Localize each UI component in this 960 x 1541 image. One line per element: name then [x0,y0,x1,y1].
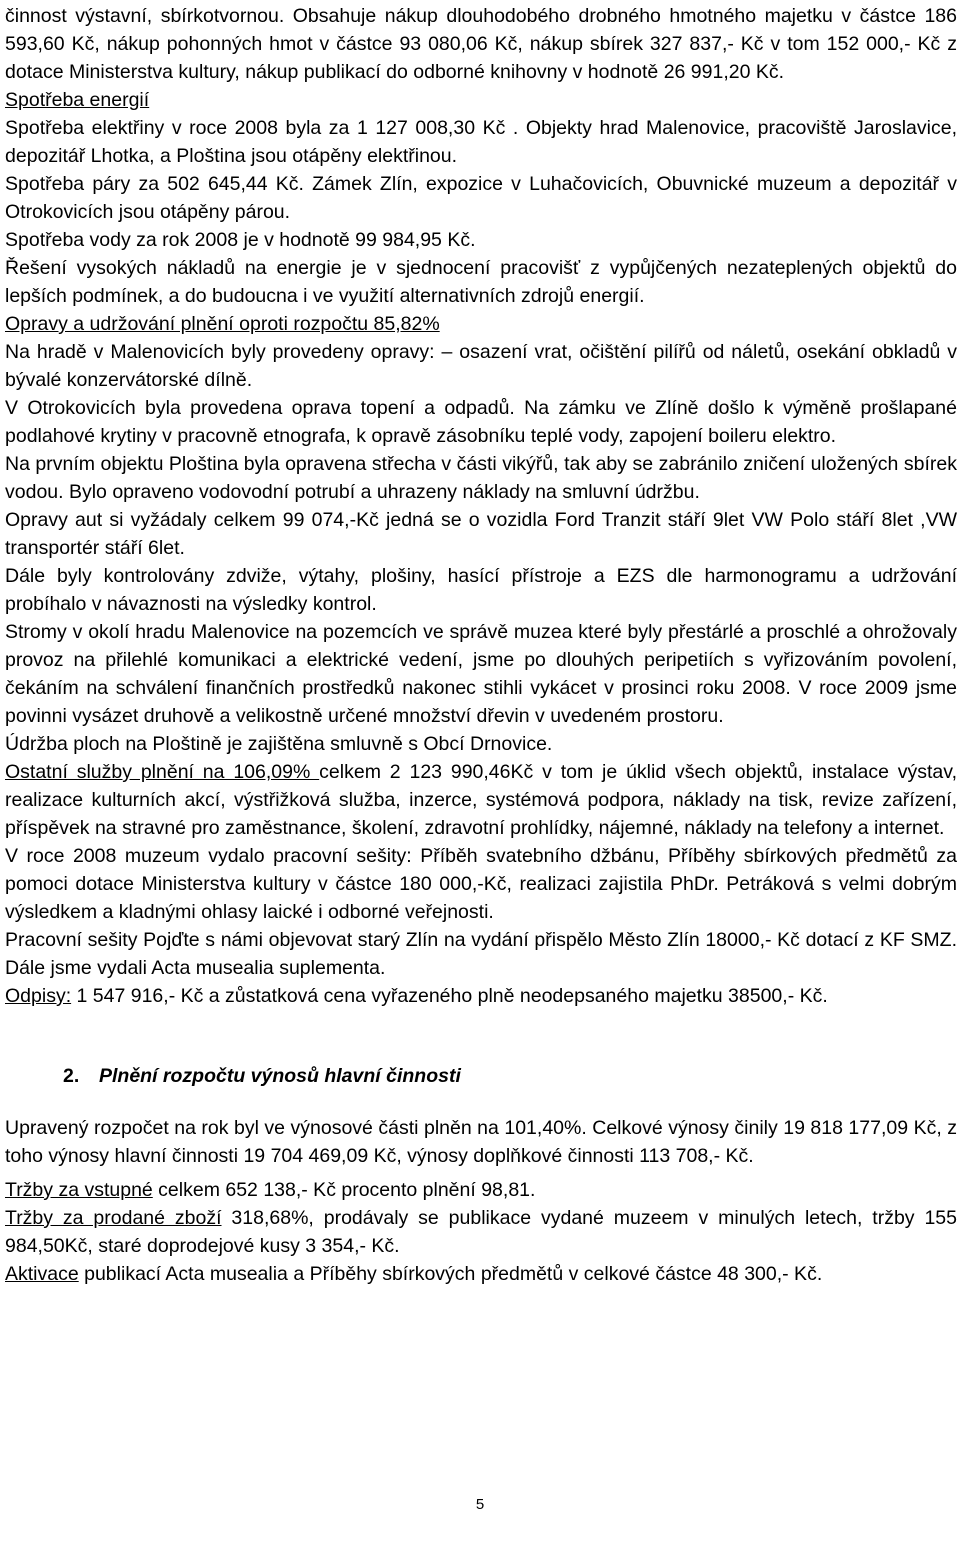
energy-heading: Spotřeba energií [5,89,150,111]
section-heading [5,1062,957,1090]
paragraph-water: Spotřeba vody za rok 2008 je v hodnotě 99 984,95 Kč. [5,229,476,251]
paragraph-energy-solution: Řešení vysokých nákladů na energie je v sjednocení pracovišť z vypůjčených nezateplených objektů do lepších podmínek, a do budoucna i ve využití alternativních zdrojů energií. [5,257,957,307]
activation-label: Aktivace [5,1263,79,1285]
paragraph-workbooks-zlin: Pracovní sešity Pojďte s námi objevovat starý Zlín na vydání přispělo Město Zlín 18000,- Kč dotací z KF SMZ. Dále jsme vydali Acta musealia suplementa. [5,929,957,979]
paragraph-otrokovice-repairs: V Otrokovicích byla provedena oprava topení a odpadů. Na zámku ve Zlíně došlo k výměně prošlapané podlahové krytiny v pracovně etnografa, k opravě zásobníku teplé vody, zapojení boileru elektro. [5,397,957,447]
paragraph-car-repairs: Opravy aut si vyžádaly celkem 99 074,-Kč jedná se o vozidla Ford Tranzit stáří 9let VW Polo stáří 8let ,VW transportér stáří 6let. [5,509,957,559]
depreciation-text: 1 547 916,- Kč a zůstatková cena vyřazeného plně neodepsaného majetku 38500,- Kč. [71,985,828,1007]
admission-text: celkem 652 138,- Kč procento plnění 98,81. [152,1179,536,1201]
paragraph-steam: Spotřeba páry za 502 645,44 Kč. Zámek Zlín, expozice v Luhačovicích, Obuvnické muzeum a depozitář v Otrokovicích jsou otápěny párou. [5,173,957,223]
paragraph-trees: Stromy v okolí hradu Malenovice na pozemcích ve správě muzea které byly přestárlé a proschlé a ohrožovaly provoz na přilehlé komunikaci a elektrické vedení, jsme po dlouhých peripetiích s vyřizováním povolení, čekáním na schválení finančních prostředků nakonec stihli vykácet v prosinci roku 2008. V roce 2009 jsme povinni vysázet druhově a velikostně určené množství dřevin v uvedeném prostoru. [5,621,957,727]
admission-label: Tržby za vstupné [5,1179,153,1201]
paragraph-electricity: Spotřeba elektřiny v roce 2008 byla za 1 127 008,30 Kč . Objekty hrad Malenovice, pracoviště Jaroslavice, depozitář Lhotka, a Ploština jsou otápěny elektřinou. [5,117,957,167]
page-number: 5 [475,1496,485,1513]
document-page [5,0,957,1288]
paragraph-goods-sales [5,1204,957,1260]
repairs-heading: Opravy a udržování plnění oproti rozpočtu 85,82% [5,313,440,335]
goods-sales-label: Tržby za prodané zboží [5,1207,222,1229]
paragraph-workbooks: V roce 2008 muzeum vydalo pracovní sešity: Příběh svatebního džbánu, Příběhy sbírkových předmětů za pomoci dotace Ministerstva kultury v částce 180 000,-Kč, realizaci zajistila PhDr. Petráková s velmi dobrým výsledkem a kladnými ohlasy laické i odborné veřejnosti. [5,845,957,923]
section-number: 2. [63,1065,80,1087]
paragraph-malenovice-repairs: Na hradě v Malenovicích byly provedeny opravy: – osazení vrat, očištění pilířů od náletů, osekání obkladů v bývalé konzervátorské dílně. [5,341,957,391]
activation-text: publikací Acta musealia a Příběhy sbírkových předmětů v celkové částce 48 300,- Kč. [78,1263,823,1285]
section-title: Plnění rozpočtu výnosů hlavní činnosti [99,1065,461,1087]
paragraph-admission [5,1176,957,1204]
other-services-text: celkem 2 123 990,46Kč v tom je úklid všech objektů, instalace výstav, realizace kulturních akcí, výstřižková služba, inzerce, systémová podpora, náklady na tisk, revize zařízení, příspěvek na stravné pro zaměstnance, školení, zdravotní prohlídky, nájemné, náklady na telefony a internet. [5,761,957,839]
paragraph-revenue-total: Upravený rozpočet na rok byl ve výnosové části plněn na 101,40%. Celkové výnosy činily 19 818 177,09 Kč, z toho výnosy hlavní činnosti 19 704 469,09 Kč, výnosy doplňkové činnosti 113 708,- Kč. [5,1117,957,1167]
paragraph-inspections: Dále byly kontrolovány zdviže, výtahy, plošiny, hasící přístroje a EZS dle harmonogramu a udržování probíhalo v návaznosti na výsledky kontrol. [5,565,957,615]
paragraph-activation [5,1260,957,1288]
other-services-label: Ostatní služby plnění na 106,09% [5,761,320,783]
paragraph-other-services [5,758,957,842]
paragraph-plostina-maintenance: Údržba ploch na Ploštině je zajištěna smluvně s Obcí Drnovice. [5,733,553,755]
paragraph-purchases: činnost výstavní, sbírkotvornou. Obsahuje nákup dlouhodobého drobného hmotného majetku v částce 186 593,60 Kč, nákup pohonných hmot v částce 93 080,06 Kč, nákup sbírek 327 837,- Kč v tom 152 000,- Kč z dotace Ministerstva kultury, nákup publikací do odborné knihovny v hodnotě 26 991,20 Kč. [5,5,957,83]
paragraph-plostina-repairs: Na prvním objektu Ploština byla opravena střecha v části vikýřů, tak aby se zabránilo zničení uložených sbírek vodou. Bylo opraveno vodovodní potrubí a uhrazeny náklady na smluvní údržbu. [5,453,957,503]
depreciation-label: Odpisy: [5,985,72,1007]
paragraph-depreciation [5,982,957,1010]
goods-sales-text: 318,68%, prodávaly se publikace vydané muzeem v minulých letech, tržby 155 984,50Kč, staré doprodejové kusy 3 354,- Kč. [5,1207,957,1257]
